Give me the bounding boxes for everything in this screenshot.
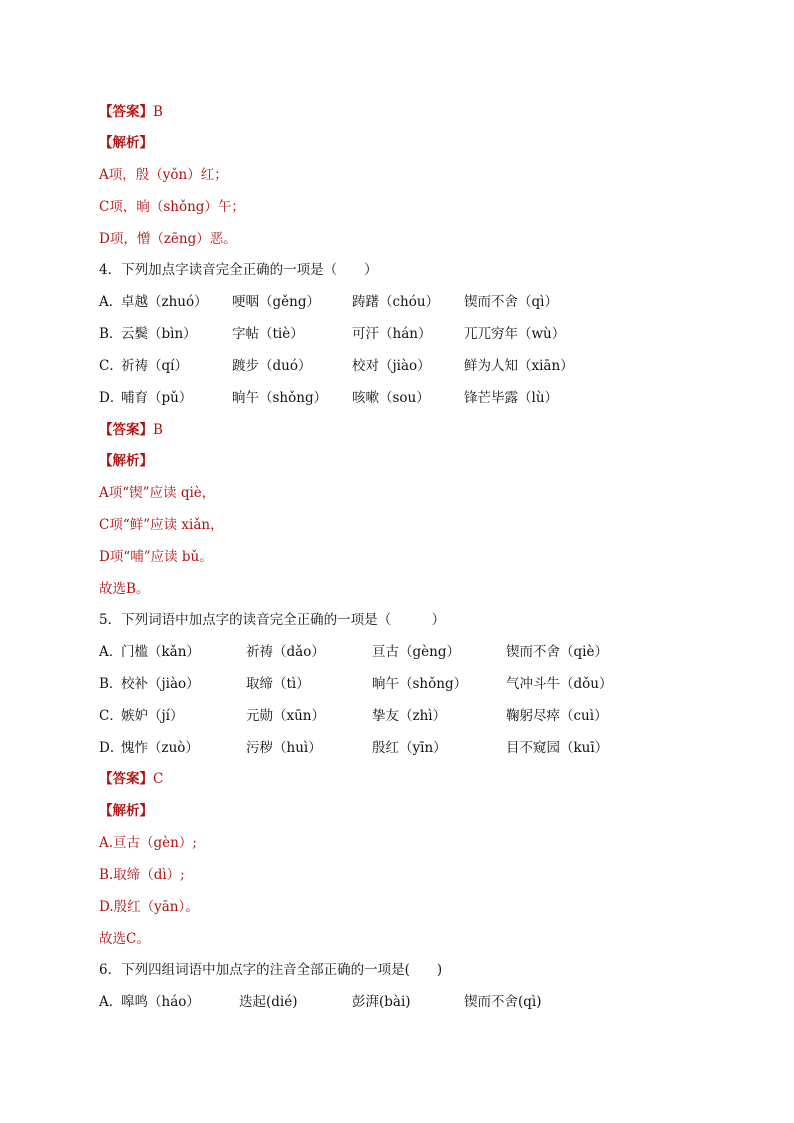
option-item: 气冲斗牛（dǒu） xyxy=(506,676,613,692)
q5-question: 5．下列词语中加点字的读音完全正确的一项是（ ） xyxy=(99,612,446,628)
q4-option-c xyxy=(99,356,574,376)
option-label: A． xyxy=(99,994,123,1010)
q5-option-b xyxy=(99,674,613,694)
q4-question: 4．下列加点字读音完全正确的一项是（ ） xyxy=(99,262,378,278)
option-item: 哺育（pǔ） xyxy=(121,390,193,406)
q3-answer xyxy=(99,102,163,122)
option-item: 可汗（hán） xyxy=(352,326,432,342)
option-item: 锲而不舍(qì) xyxy=(464,994,542,1010)
option-item: 殷红（yīn） xyxy=(372,740,447,756)
option-item: 咳嗽（sou） xyxy=(352,390,430,406)
option-item: 踌躇（chóu） xyxy=(352,294,440,310)
option-item: 晌午（shǒng） xyxy=(372,676,468,692)
q4-analysis-line-3: D项“哺”应读 bǔ。 xyxy=(99,549,213,565)
option-item: 目不窥园（kuī） xyxy=(506,740,609,756)
option-item: 锋芒毕露（lù） xyxy=(464,390,559,406)
option-item: 彭湃(bài) xyxy=(352,994,411,1010)
q5-conclusion: 故选C。 xyxy=(99,931,150,947)
q5-answer xyxy=(99,769,163,789)
answer-value: B xyxy=(153,104,163,120)
q5-analysis-label: 【解析】 xyxy=(99,803,153,819)
q6-question: 6．下列四组词语中加点字的注音全部正确的一项是( ) xyxy=(99,962,443,978)
q6-option-a xyxy=(99,992,542,1012)
q4-analysis-line-1: A项“锲”应读 qiè， xyxy=(99,485,216,501)
option-item: 鲜为人知（xiān） xyxy=(464,358,574,374)
option-item: 卓越（zhuó） xyxy=(121,294,208,310)
q3-analysis-line-1: A项，殷（yǒn）红； xyxy=(99,167,228,183)
option-label: C． xyxy=(99,708,123,724)
option-item: 哽咽（gěng） xyxy=(232,294,320,310)
q4-analysis-label: 【解析】 xyxy=(99,453,153,469)
answer-label: 【答案】 xyxy=(99,422,153,438)
q4-conclusion: 故选B。 xyxy=(99,581,150,597)
option-item: 字帖（tiè） xyxy=(232,326,304,342)
option-item: 祈祷（qí） xyxy=(121,358,188,374)
option-item: 云鬓（bìn） xyxy=(121,326,197,342)
option-item: 嗥鸣（háo） xyxy=(121,994,200,1010)
q3-analysis-label: 【解析】 xyxy=(99,135,153,151)
q4-answer xyxy=(99,420,163,440)
q5-analysis-line-3: D.殷红（yān）。 xyxy=(99,899,199,915)
q4-option-a xyxy=(99,292,558,312)
option-item: 挚友（zhì） xyxy=(372,708,447,724)
option-item: 锲而不舍（qì） xyxy=(464,294,558,310)
option-item: 校对（jiào） xyxy=(352,358,431,374)
option-item: 愧怍（zuò） xyxy=(121,740,199,756)
option-item: 兀兀穷年（wù） xyxy=(464,326,566,342)
option-label: C． xyxy=(99,358,123,374)
option-label: D． xyxy=(99,740,124,756)
option-label: D． xyxy=(99,390,124,406)
option-item: 取缔（tì） xyxy=(246,676,310,692)
option-item: 校补（jiào） xyxy=(121,676,200,692)
answer-value: C xyxy=(153,771,164,787)
q4-option-d xyxy=(99,388,559,408)
q5-analysis-line-2: B.取缔（dì）; xyxy=(99,867,185,883)
q5-option-a xyxy=(99,642,608,662)
option-label: A． xyxy=(99,644,123,660)
q5-option-d xyxy=(99,738,609,758)
q4-option-b xyxy=(99,324,566,344)
q3-analysis-line-2: C项，晌（shǒng）午； xyxy=(99,199,245,215)
q5-option-c xyxy=(99,706,608,726)
option-item: 晌午（shǒng） xyxy=(232,390,328,406)
option-item: 踱步（duó） xyxy=(232,358,312,374)
option-label: B． xyxy=(99,326,123,342)
q3-analysis-line-3: D项，憎（zēng）恶。 xyxy=(99,231,237,247)
option-label: A． xyxy=(99,294,123,310)
answer-label: 【答案】 xyxy=(99,104,153,120)
option-item: 元勋（xūn） xyxy=(246,708,326,724)
option-label: B． xyxy=(99,676,123,692)
q5-analysis-line-1: A.亘古（gèn）; xyxy=(99,835,197,851)
answer-label: 【答案】 xyxy=(99,771,153,787)
option-item: 锲而不舍（qiè） xyxy=(506,644,608,660)
option-item: 祈祷（dǎo） xyxy=(246,644,325,660)
option-item: 亘古（gèng） xyxy=(372,644,460,660)
answer-value: B xyxy=(153,422,163,438)
option-item: 门槛（kǎn） xyxy=(121,644,200,660)
option-item: 嫉妒（jí） xyxy=(121,708,184,724)
option-item: 鞠躬尽瘁（cuì） xyxy=(506,708,608,724)
option-item: 污秽（huì） xyxy=(246,740,322,756)
q4-analysis-line-2: C项“鲜”应读 xiǎn， xyxy=(99,517,224,533)
option-item: 迭起(dié) xyxy=(239,994,298,1010)
